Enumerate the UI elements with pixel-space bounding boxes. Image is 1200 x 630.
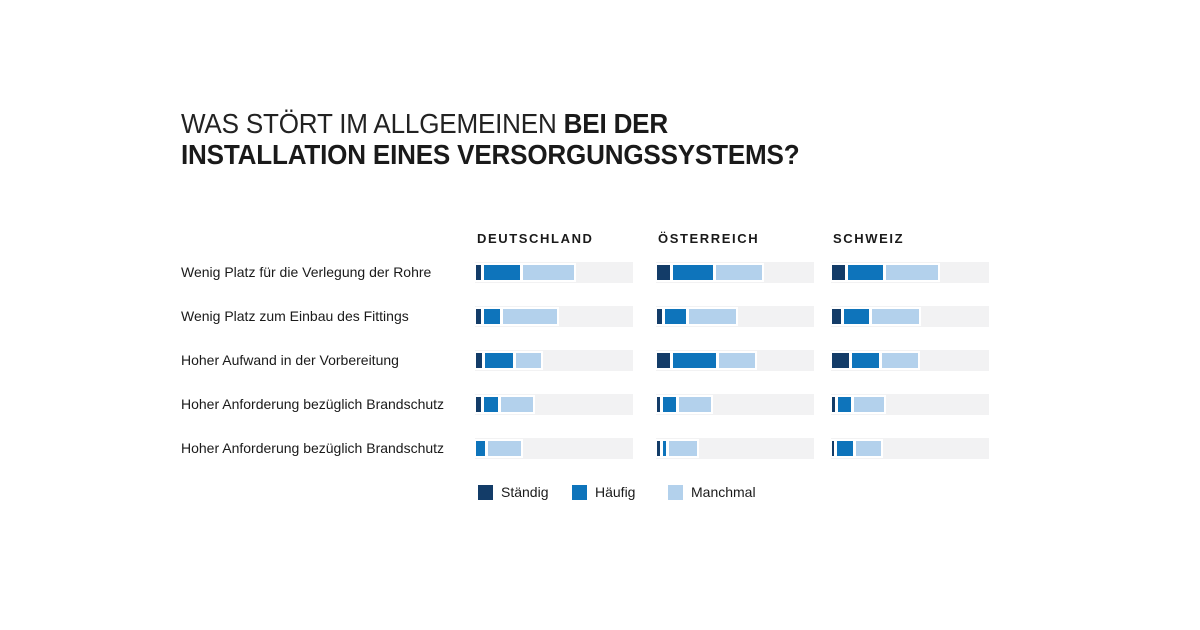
bar-segment-haeufig: [484, 309, 500, 324]
bar-track: [475, 306, 633, 327]
bar-segment-haeufig: [673, 353, 716, 368]
bar-segment-manchmal: [679, 397, 711, 412]
bar-segment-staendig: [657, 353, 670, 368]
row-label: Wenig Platz für die Verlegung der Rohre: [181, 264, 432, 280]
legend-swatch-staendig: [478, 485, 493, 500]
bar-segment-manchmal: [503, 309, 557, 324]
bar-segment-manchmal: [689, 309, 736, 324]
bar-track: [475, 350, 633, 371]
legend-label: Häufig: [595, 484, 636, 500]
bar-track: [656, 262, 814, 283]
bar-segment-haeufig: [484, 265, 520, 280]
bar-segment-manchmal: [882, 353, 918, 368]
bar-track: [475, 262, 633, 283]
bar-segment-haeufig: [848, 265, 883, 280]
bar-segment-staendig: [476, 265, 481, 280]
bar-segment-staendig: [832, 397, 835, 412]
bar-segment-staendig: [476, 397, 481, 412]
bar-segment-manchmal: [669, 441, 697, 456]
bar-track: [831, 262, 989, 283]
bar-segment-staendig: [832, 309, 841, 324]
legend-item-haeufig: [572, 484, 635, 500]
bar-track: [656, 394, 814, 415]
bar-segment-staendig: [657, 397, 660, 412]
bar-segment-manchmal: [872, 309, 919, 324]
column-header-deutschland: DEUTSCHLAND: [477, 231, 594, 246]
legend-item-manchmal: [668, 484, 756, 500]
bar-segment-haeufig: [484, 397, 498, 412]
row-label: Hoher Anforderung bezüglich Brandschutz: [181, 396, 445, 412]
bar-segment-staendig: [657, 441, 660, 456]
row-label: Wenig Platz zum Einbau des Fittings: [181, 308, 409, 324]
column-header-schweiz: SCHWEIZ: [833, 231, 905, 246]
bar-segment-haeufig: [663, 441, 666, 456]
bar-segment-manchmal: [886, 265, 938, 280]
bar-segment-staendig: [476, 309, 481, 324]
bar-segment-haeufig: [485, 353, 513, 368]
legend-item-staendig: [478, 484, 548, 500]
bar-segment-staendig: [832, 265, 845, 280]
bar-segment-manchmal: [719, 353, 755, 368]
bar-segment-manchmal: [856, 441, 881, 456]
bar-segment-staendig: [832, 441, 834, 456]
bar-segment-manchmal: [716, 265, 762, 280]
bar-segment-haeufig: [838, 397, 851, 412]
bar-track: [656, 350, 814, 371]
bar-track: [831, 394, 989, 415]
chart-title: [181, 108, 832, 170]
legend-swatch-haeufig: [572, 485, 587, 500]
bar-track: [831, 438, 989, 459]
legend-label: Ständig: [501, 484, 549, 500]
bar-segment-manchmal: [516, 353, 541, 368]
column-header-oesterreich: ÖSTERREICH: [658, 231, 760, 246]
bar-segment-manchmal: [523, 265, 574, 280]
bar-track: [656, 306, 814, 327]
row-label: Hoher Anforderung bezüglich Brandschutz: [181, 440, 445, 456]
bar-segment-haeufig: [837, 441, 853, 456]
bar-segment-manchmal: [488, 441, 521, 456]
bar-segment-haeufig: [665, 309, 686, 324]
bar-segment-haeufig: [476, 441, 485, 456]
bar-segment-manchmal: [501, 397, 533, 412]
bar-segment-haeufig: [663, 397, 676, 412]
bar-segment-staendig: [657, 309, 662, 324]
bar-segment-haeufig: [852, 353, 879, 368]
bar-segment-haeufig: [673, 265, 713, 280]
row-label: Hoher Aufwand in der Vorbereitung: [181, 352, 399, 368]
chart-title-normal: WAS STÖRT IM ALLGEMEINEN: [181, 108, 564, 139]
bar-track: [656, 438, 814, 459]
legend-label: Manchmal: [691, 484, 756, 500]
legend-swatch-manchmal: [668, 485, 683, 500]
bar-track: [475, 438, 633, 459]
bar-segment-haeufig: [844, 309, 869, 324]
bar-track: [831, 350, 989, 371]
chart-title-bold-line1: BEI DER: [563, 108, 669, 139]
bar-segment-manchmal: [854, 397, 884, 412]
bar-segment-staendig: [476, 353, 482, 368]
bar-track: [475, 394, 633, 415]
bar-track: [831, 306, 989, 327]
bar-segment-staendig: [832, 353, 849, 368]
bar-segment-staendig: [657, 265, 670, 280]
chart-title-bold-line2: INSTALLATION EINES VERSORGUNGSSYSTEMS?: [181, 139, 800, 170]
